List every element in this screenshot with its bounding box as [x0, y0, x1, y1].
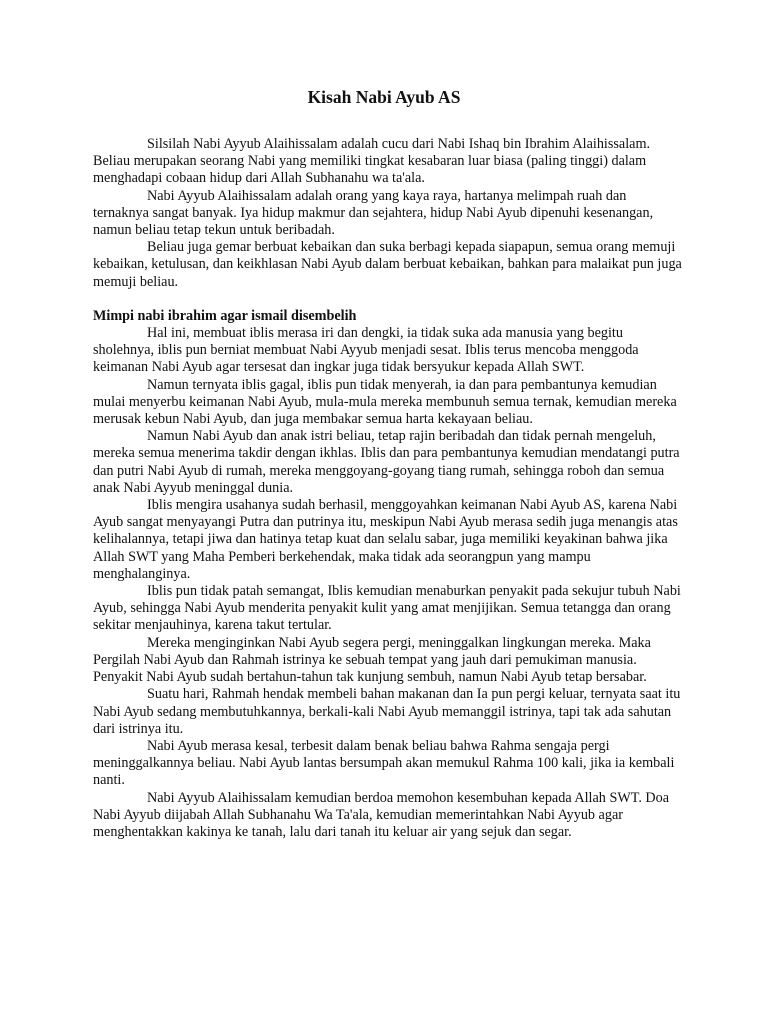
- paragraph: Iblis pun tidak patah semangat, Iblis kemudian menaburkan penyakit pada sekujur tubuh Nabi Ayub, sehingga Nabi Ayub menderita penyakit kulit yang amat menjijikan. Semua tetangga dan orang sekitar menjauhinya, karena takut tertular.: [93, 583, 681, 634]
- document-body: [93, 136, 683, 841]
- paragraph: Namun Nabi Ayub dan anak istri beliau, tetap rajin beribadah dan tidak pernah mengeluh, mereka semua menerima takdir dengan ikhlas. Iblis dan para pembantunya kemudian mendatangi putra dan putri Nabi Ayub di rumah, mereka menggoyang-goyang tiang rumah, sehingga roboh dan semua anak Nabi Ayyub meninggal dunia.: [93, 428, 680, 496]
- document-title: Kisah Nabi Ayub AS: [307, 87, 461, 107]
- paragraph: Nabi Ayyub Alaihissalam adalah orang yang kaya raya, hartanya melimpah ruah dan ternaknya sangat banyak. Iya hidup makmur dan sejahtera, hidup Nabi Ayub dipenuhi kesenangan, namun beliau tetap tekun untuk beribadah.: [93, 187, 654, 239]
- paragraph: Suatu hari, Rahmah hendak membeli bahan makanan dan Ia pun pergi keluar, ternyata saat itu Nabi Ayub sedang membutuhkannya, berkali-kali Nabi Ayub memanggil istrinya, tapi tak ada sahutan dari istrinya itu.: [93, 686, 681, 737]
- paragraph: Namun ternyata iblis gagal, iblis pun tidak menyerah, ia dan para pembantunya kemudian mulai menyerbu keimanan Nabi Ayub, mula-mula mereka membunuh semua ternak, kemudian mereka merusak kebun Nabi Ayub, dan juga membakar semua harta kekayaan beliau.: [93, 376, 677, 428]
- paragraph: Beliau juga gemar berbuat kebaikan dan suka berbagi kepada siapapun, semua orang memuji kebaikan, ketulusan, dan keikhlasan Nabi Ayub dalam berbuat kebaikan, bahkan para malaikat pun juga memuji beliau.: [93, 239, 682, 290]
- paragraph: Nabi Ayub merasa kesal, terbesit dalam benak beliau bahwa Rahma sengaja pergi meninggalkannya beliau. Nabi Ayub lantas bersumpah akan memukul Rahma 100 kali, jika ia kembali nanti.: [93, 737, 675, 789]
- paragraph: Nabi Ayyub Alaihissalam kemudian berdoa memohon kesembuhan kepada Allah SWT. Doa Nabi Ayyub diijabah Allah Subhanahu Wa Ta'ala, kemudian memerintahkan Nabi Ayyub agar menghentakkan kakinya ke tanah, lalu dari tanah itu keluar air yang sejuk dan segar.: [93, 789, 670, 840]
- paragraph: Iblis mengira usahanya sudah berhasil, menggoyahkan keimanan Nabi Ayub AS, karena Nabi Ayub sangat menyayangi Putra dan putrinya itu, meskipun Nabi Ayub merasa sedih juga menangis atas kelihalannya, tetapi jiwa dan hatinya tetap kuat dan selalu sabar, juga memiliki keyakinan bahwa jika Allah SWT yang Maha Pemberi berkehendak, maka tidak ada seorangpun yang mampu menghalanginya.: [93, 497, 678, 582]
- section-heading: Mimpi nabi ibrahim agar ismail disembelih: [93, 307, 357, 324]
- paragraph: Silsilah Nabi Ayyub Alaihissalam adalah cucu dari Nabi Ishaq bin Ibrahim Alaihissalam. Beliau merupakan seorang Nabi yang memiliki tingkat kesabaran luar biasa (paling tinggi) dalam menghadapi cobaan hidup dari Allah Subhanahu wa ta'ala.: [93, 136, 651, 187]
- paragraph: Mereka menginginkan Nabi Ayub segera pergi, meninggalkan lingkungan mereka. Maka Pergilah Nabi Ayub dan Rahmah istrinya ke sebuah tempat yang jauh dari pemukiman manusia. Penyakit Nabi Ayub sudah bertahun-tahun tak kunjung sembuh, namun Nabi Ayub tetap bersabar.: [93, 634, 651, 686]
- paragraph: Hal ini, membuat iblis merasa iri dan dengki, ia tidak suka ada manusia yang begitu sholehnya, iblis pun berniat membuat Nabi Ayyub menjadi sesat. Iblis terus mencoba menggoda keimanan Nabi Ayub agar tersesat dan ingkar juga tidak bersyukur kepada Allah SWT.: [93, 325, 639, 376]
